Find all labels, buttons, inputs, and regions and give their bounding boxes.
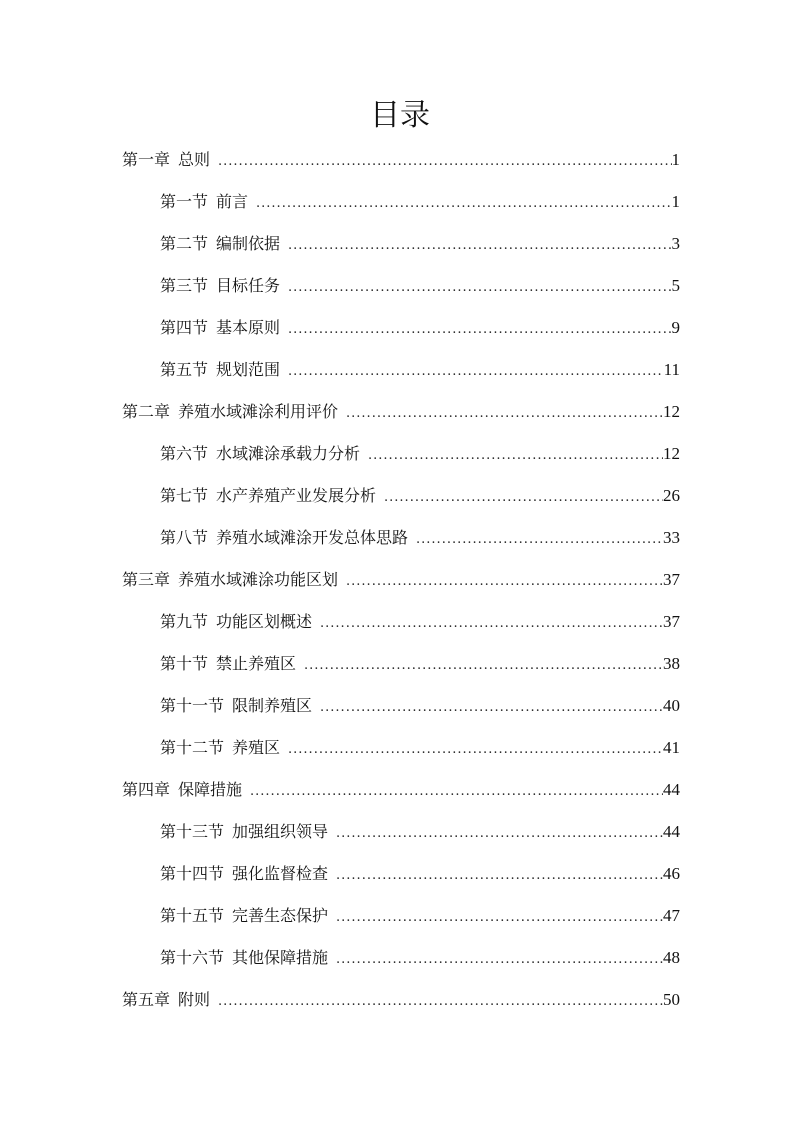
dot-leader [346,402,663,426]
entry-title: 养殖区 [232,738,281,757]
dot-leader [346,570,663,594]
page-number: 48 [663,948,680,967]
entry-number: 第五章 [122,990,171,1009]
entry-title: 保障措施 [178,780,243,799]
entry-title: 养殖水域滩涂功能区划 [178,570,339,589]
toc-entry-section[interactable] [122,274,680,316]
entry-number: 第十三节 [160,822,225,841]
entry-title: 目标任务 [216,276,281,295]
entry-number: 第十五节 [160,906,225,925]
page-number: 33 [663,528,680,547]
entry-number: 第二章 [122,402,171,421]
entry-number: 第一章 [122,150,171,169]
toc-entry-chapter[interactable] [122,988,680,1030]
entry-number: 第八节 [160,528,209,547]
entry-number: 第十一节 [160,696,225,715]
toc-entry-section[interactable] [122,526,680,568]
entry-title: 总则 [178,150,211,169]
page-number: 46 [663,864,680,883]
toc-entry-section[interactable] [122,442,680,484]
dot-leader [336,906,663,930]
entry-number: 第五节 [160,360,209,379]
dot-leader [320,612,663,636]
page-number: 47 [663,906,680,925]
entry-number: 第十六节 [160,948,225,967]
dot-leader [336,822,663,846]
entry-number: 第三章 [122,570,171,589]
dot-leader [384,486,663,510]
entry-title: 加强组织领导 [232,822,329,841]
entry-title: 养殖水域滩涂开发总体思路 [216,528,409,547]
page-number: 38 [663,654,680,673]
toc-entry-section[interactable] [122,232,680,274]
toc-entry-section[interactable] [122,820,680,862]
dot-leader [288,318,671,342]
page-title: 目录 [370,98,430,133]
toc-entry-section[interactable] [122,484,680,526]
dot-leader [218,990,663,1014]
page-number: 5 [671,276,680,295]
entry-number: 第二节 [160,234,209,253]
entry-title: 基本原则 [216,318,281,337]
page-number: 9 [671,318,680,337]
page-number: 40 [663,696,680,715]
dot-leader [336,948,663,972]
toc-entry-section[interactable] [122,652,680,694]
entry-title: 禁止养殖区 [216,654,297,673]
entry-number: 第九节 [160,612,209,631]
entry-title: 强化监督检查 [232,864,329,883]
page-number: 1 [671,150,680,169]
toc-entry-chapter[interactable] [122,148,680,190]
entry-title: 附则 [178,990,211,1009]
dot-leader [218,150,671,174]
entry-number: 第十节 [160,654,209,673]
dot-leader [288,360,664,384]
entry-number: 第十四节 [160,864,225,883]
entry-title: 养殖水域滩涂利用评价 [178,402,339,421]
page-number: 12 [663,402,680,421]
dot-leader [250,780,663,804]
entry-number: 第四章 [122,780,171,799]
entry-number: 第三节 [160,276,209,295]
toc-entry-section[interactable] [122,316,680,358]
toc-entry-section[interactable] [122,946,680,988]
entry-number: 第六节 [160,444,209,463]
toc-entry-chapter[interactable] [122,400,680,442]
entry-number: 第一节 [160,192,209,211]
dot-leader [288,234,671,258]
page-number: 41 [663,738,680,757]
entry-title: 编制依据 [216,234,281,253]
entry-number: 第七节 [160,486,209,505]
toc-entry-section[interactable] [122,862,680,904]
entry-title: 水域滩涂承载力分析 [216,444,361,463]
entry-title: 限制养殖区 [232,696,313,715]
entry-title: 规划范围 [216,360,281,379]
page-number: 44 [663,780,680,799]
toc-entry-section[interactable] [122,904,680,946]
table-of-contents [122,148,680,1030]
page-number: 44 [663,822,680,841]
toc-entry-chapter[interactable] [122,568,680,610]
page-number: 50 [663,990,680,1009]
dot-leader [368,444,663,468]
entry-number: 第四节 [160,318,209,337]
dot-leader [288,738,663,762]
entry-title: 前言 [216,192,249,211]
dot-leader [304,654,663,678]
entry-title: 其他保障措施 [232,948,329,967]
toc-entry-chapter[interactable] [122,778,680,820]
toc-entry-section[interactable] [122,694,680,736]
dot-leader [416,528,663,552]
page-number: 1 [671,192,680,211]
toc-entry-section[interactable] [122,610,680,652]
entry-title: 水产养殖产业发展分析 [216,486,377,505]
page-number: 12 [663,444,680,463]
entry-number: 第十二节 [160,738,225,757]
page-number: 37 [663,570,680,589]
dot-leader [320,696,663,720]
page-number: 26 [663,486,680,505]
dot-leader [256,192,671,216]
page-number: 37 [663,612,680,631]
toc-entry-section[interactable] [122,190,680,232]
dot-leader [288,276,671,300]
entry-title: 完善生态保护 [232,906,329,925]
page-number: 3 [671,234,680,253]
toc-entry-section[interactable] [122,358,680,400]
dot-leader [336,864,663,888]
entry-title: 功能区划概述 [216,612,313,631]
page-number: 11 [663,360,680,379]
toc-entry-section[interactable] [122,736,680,778]
